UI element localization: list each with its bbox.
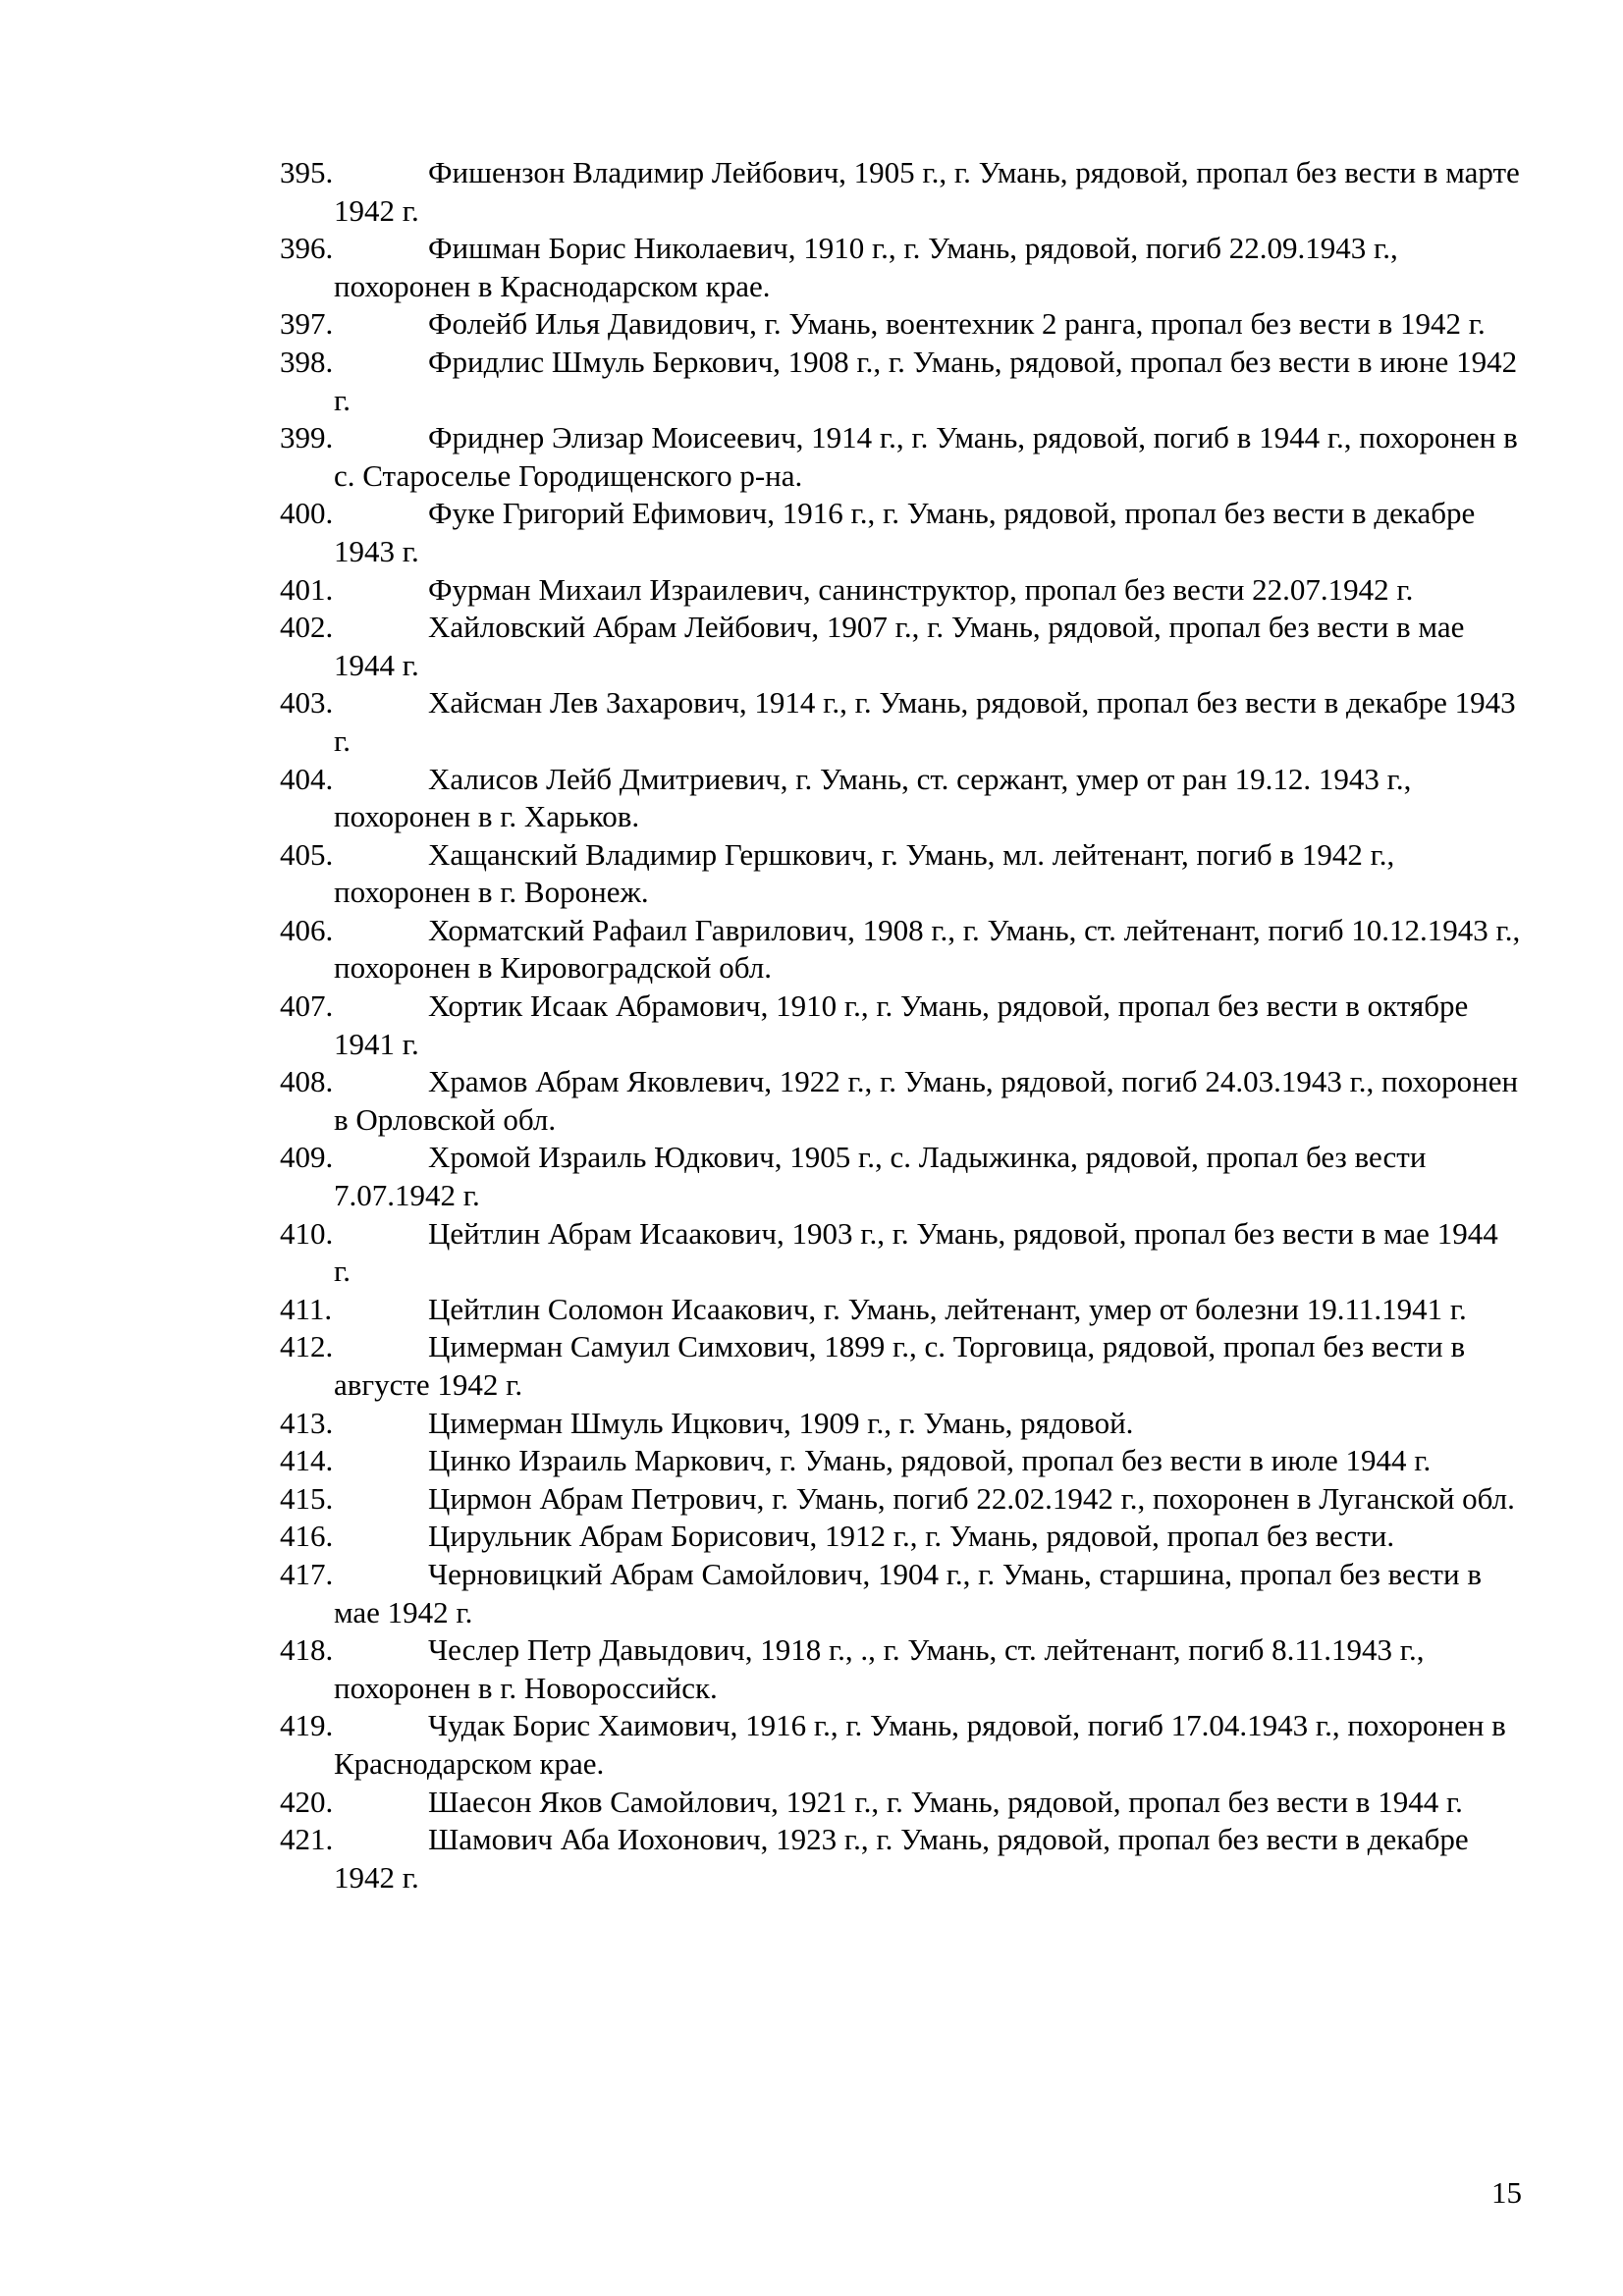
entry-text: Фишман Борис Николаевич, 1910 г., г. Умань, рядовой, погиб 22.09.1943 г., похоронен в Краснодарском крае.: [334, 231, 1398, 303]
entry-number: 405.: [280, 836, 334, 872]
list-item: [280, 1556, 1522, 1631]
entry-text: Цимерман Шмуль Ицкович, 1909 г., г. Умань, рядовой.: [428, 1405, 1134, 1440]
list-item: [280, 1707, 1522, 1783]
list-item: [280, 154, 1522, 230]
list-item: [280, 571, 1522, 610]
entry-text: Цирмон Абрам Петрович, г. Умань, погиб 22.02.1942 г., похоронен в Луганской обл.: [428, 1480, 1515, 1516]
list-item: [280, 609, 1522, 684]
entry-number: 398.: [280, 344, 334, 379]
list-item: [280, 988, 1522, 1063]
entry-number: 417.: [280, 1556, 334, 1591]
list-item: [280, 1518, 1522, 1556]
list-item: [280, 1328, 1522, 1404]
entry-number: 396.: [280, 231, 334, 266]
entry-text: Хромой Израиль Юдкович, 1905 г., с. Ладыжинка, рядовой, пропал без вести 7.07.1942 г.: [334, 1140, 1427, 1213]
list-item: [280, 836, 1522, 912]
entry-number: 414.: [280, 1443, 334, 1478]
list-item: [280, 684, 1522, 760]
entry-text: Хортик Исаак Абрамович, 1910 г., г. Умань, рядовой, пропал без вести в октябре 1941 г.: [334, 988, 1469, 1061]
entry-number: 401.: [280, 571, 334, 607]
entry-text: Фурман Михаил Израилевич, санинструктор, пропал без вести 22.07.1942 г.: [428, 571, 1414, 607]
list-item: [280, 912, 1522, 988]
list-item: [280, 761, 1522, 836]
entry-text: Хайсман Лев Захарович, 1914 г., г. Умань, рядовой, пропал без вести в декабре 1943 г.: [334, 685, 1516, 758]
entry-text: Фолейб Илья Давидович, г. Умань, воентехник 2 ранга, пропал без вести в 1942 г.: [428, 306, 1486, 342]
list-item: [280, 1291, 1522, 1329]
list-item: [280, 495, 1522, 570]
list-item: [280, 1480, 1522, 1519]
list-item: [280, 419, 1522, 495]
entry-text: Хайловский Абрам Лейбович, 1907 г., г. Умань, рядовой, пропал без вести в мае 1944 г.: [334, 610, 1465, 682]
entry-number: 399.: [280, 420, 334, 455]
entry-number: 419.: [280, 1708, 334, 1743]
entry-text: Храмов Абрам Яковлевич, 1922 г., г. Умань, рядовой, погиб 24.03.1943 г., похоронен в Орловской обл.: [334, 1064, 1519, 1137]
entry-text: Черновицкий Абрам Самойлович, 1904 г., г. Умань, старшина, пропал без вести в мае 1942 г.: [334, 1556, 1482, 1629]
entry-text: Халисов Лейб Дмитриевич, г. Умань, ст. сержант, умер от ран 19.12. 1943 г., похоронен в г. Харьков.: [334, 761, 1412, 834]
entry-text: Шамович Аба Иохонович, 1923 г., г. Умань, рядовой, пропал без вести в декабре 1942 г.: [334, 1822, 1469, 1895]
entry-number: 400.: [280, 496, 334, 531]
list-item: [280, 1821, 1522, 1896]
list-item: [280, 1063, 1522, 1139]
entry-text: Хорматский Рафаил Гаврилович, 1908 г., г. Умань, ст. лейтенант, погиб 10.12.1943 г., похоронен в Кировоградской обл.: [334, 912, 1521, 986]
entry-list: [280, 154, 1522, 1896]
entry-text: Хащанский Владимир Гершкович, г. Умань, мл. лейтенант, погиб в 1942 г., похоронен в г. Воронеж.: [334, 836, 1395, 910]
list-item: [280, 1442, 1522, 1480]
entry-text: Цирульник Абрам Борисович, 1912 г., г. Умань, рядовой, пропал без вести.: [428, 1519, 1395, 1554]
list-item: [280, 1139, 1522, 1214]
page-number: 15: [1491, 2175, 1522, 2210]
entry-number: 404.: [280, 761, 334, 796]
entry-number: 395.: [280, 155, 334, 189]
entry-number: 410.: [280, 1215, 334, 1251]
entry-number: 418.: [280, 1632, 334, 1668]
entry-text: Фридлис Шмуль Беркович, 1908 г., г. Умань, рядовой, пропал без вести в июне 1942 г.: [334, 344, 1518, 417]
list-item: [280, 1215, 1522, 1291]
entry-number: 402.: [280, 610, 334, 645]
entry-text: Цинко Израиль Маркович, г. Умань, рядовой, пропал без вести в июле 1944 г.: [428, 1443, 1432, 1478]
list-item: [280, 1784, 1522, 1822]
list-item: [280, 1405, 1522, 1443]
entry-text: Цимерман Самуил Симхович, 1899 г., с. Торговица, рядовой, пропал без вести в августе 1942 г.: [334, 1329, 1466, 1402]
entry-text: Чудак Борис Хаимович, 1916 г., г. Умань, рядовой, погиб 17.04.1943 г., похоронен в Краснодарском крае.: [334, 1708, 1506, 1781]
entry-number: 415.: [280, 1480, 334, 1516]
list-item: [280, 230, 1522, 305]
entry-number: 411.: [280, 1291, 333, 1326]
entry-text: Чеслер Петр Давыдович, 1918 г., ., г. Умань, ст. лейтенант, погиб 8.11.1943 г., похоронен в г. Новороссийск.: [334, 1632, 1425, 1705]
list-item: [280, 305, 1522, 344]
entry-number: 397.: [280, 306, 334, 342]
entry-text: Фуке Григорий Ефимович, 1916 г., г. Умань, рядовой, пропал без вести в декабре 1943 г.: [334, 496, 1476, 568]
entry-number: 406.: [280, 912, 334, 947]
entry-number: 421.: [280, 1822, 334, 1857]
entry-text: Фишензон Владимир Лейбович, 1905 г., г. Умань, рядовой, пропал без вести в марте 1942 г.: [334, 155, 1520, 228]
entry-number: 409.: [280, 1140, 334, 1175]
entry-number: 403.: [280, 685, 334, 721]
entry-text: Цейтлин Соломон Исаакович, г. Умань, лейтенант, умер от болезни 19.11.1941 г.: [428, 1291, 1467, 1326]
list-item: [280, 344, 1522, 419]
entry-number: 412.: [280, 1329, 334, 1364]
entry-number: 413.: [280, 1405, 334, 1440]
entry-text: Шаесон Яков Самойлович, 1921 г., г. Умань, рядовой, пропал без вести в 1944 г.: [428, 1784, 1463, 1819]
entry-number: 407.: [280, 988, 334, 1024]
list-item: [280, 1631, 1522, 1707]
entry-text: Фриднер Элизар Моисеевич, 1914 г., г. Умань, рядовой, погиб в 1944 г., похоронен в с. Староселье Городищенского р-на.: [334, 420, 1518, 493]
entry-number: 416.: [280, 1519, 334, 1554]
entry-number: 408.: [280, 1064, 334, 1099]
entry-number: 420.: [280, 1784, 334, 1819]
entry-text: Цейтлин Абрам Исаакович, 1903 г., г. Умань, рядовой, пропал без вести в мае 1944 г.: [334, 1215, 1498, 1289]
